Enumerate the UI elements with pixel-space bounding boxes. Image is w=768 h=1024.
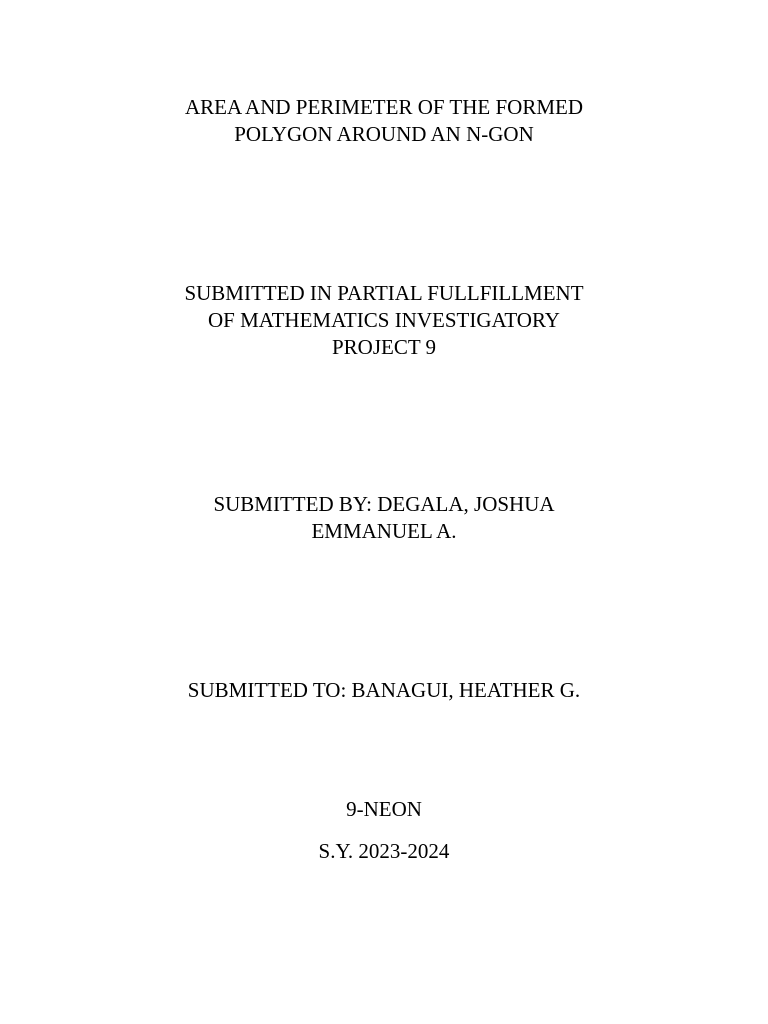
title-line-2: POLYGON AROUND AN N-GON [234, 122, 534, 146]
document-title [84, 94, 684, 148]
submitted-to-text: SUBMITTED TO: BANAGUI, HEATHER G. [187, 678, 581, 702]
title-line-1: AREA AND PERIMETER OF THE FORMED [184, 95, 584, 119]
submitted-by [84, 491, 684, 545]
fulfillment-line-1: SUBMITTED IN PARTIAL FULLFILLMENT [184, 281, 584, 305]
fulfillment-statement [84, 280, 684, 361]
section-label [84, 796, 684, 823]
fulfillment-line-2: OF MATHEMATICS INVESTIGATORY [208, 308, 560, 332]
submitted-by-line-2: EMMANUEL A. [311, 519, 457, 543]
fulfillment-line-3: PROJECT 9 [331, 335, 437, 359]
section-text: 9-NEON [346, 797, 422, 821]
school-year-text: S.Y. 2023-2024 [318, 839, 450, 863]
submitted-to [84, 677, 684, 704]
submitted-by-line-1: SUBMITTED BY: DEGALA, JOSHUA [213, 492, 555, 516]
school-year-label [84, 838, 684, 865]
